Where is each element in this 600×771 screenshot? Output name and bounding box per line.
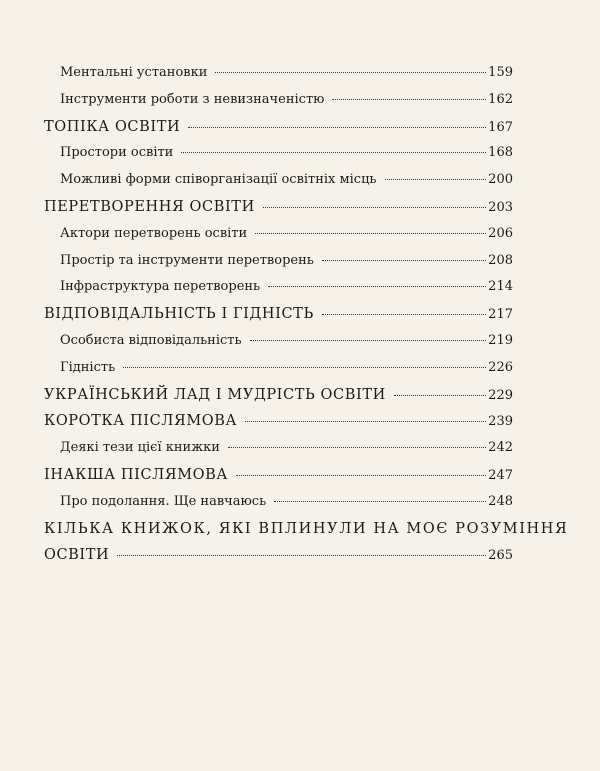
toc-chapter-title: ВІДПОВІДАЛЬНІСТЬ І ГІДНІСТЬ [44, 306, 314, 323]
toc-entry-title: Простори освіти [60, 145, 174, 161]
toc-page-number: 167 [488, 119, 513, 135]
toc-entry-title: Можливі форми співорганізації освітніх місць [60, 172, 377, 188]
toc-page-number: 226 [488, 359, 513, 375]
toc-chapter-title: КОРОТКА ПІСЛЯМОВА [44, 413, 238, 430]
toc-chapter-title: ПЕРЕТВОРЕННЯ ОСВІТИ [44, 198, 255, 215]
dot-leader [188, 127, 486, 128]
toc-entry-title: Актори перетворень освіти [60, 225, 248, 241]
toc-entry-title: Простір та інструменти перетворень [60, 252, 314, 268]
dot-leader [123, 367, 486, 368]
toc-entry[interactable] [44, 253, 513, 280]
toc-page-number: 217 [488, 307, 513, 323]
toc-chapter-line2[interactable] [44, 547, 513, 574]
toc-entry[interactable] [44, 145, 513, 172]
toc-entry-title: Деякі тези цієї книжки [60, 440, 220, 456]
toc-chapter-title: ТОПІКА ОСВІТИ [44, 118, 181, 135]
toc-chapter[interactable] [44, 413, 513, 440]
dot-leader [394, 395, 486, 396]
toc-page-number: 203 [488, 199, 513, 215]
toc-chapter-title-continued: ОСВІТИ [44, 547, 110, 564]
toc-entry[interactable] [44, 333, 513, 360]
toc-entry-title: Інфраструктура перетворень [60, 279, 261, 295]
dot-leader [332, 99, 486, 100]
dot-leader [274, 501, 486, 502]
toc-chapter[interactable] [44, 199, 513, 226]
table-of-contents [44, 65, 569, 574]
toc-chapter[interactable] [44, 467, 513, 494]
toc-page-number: 239 [488, 414, 513, 430]
dot-leader [181, 152, 486, 153]
toc-entry-title: Гідність [60, 359, 116, 375]
toc-entry[interactable] [44, 92, 513, 119]
toc-page-number: 206 [488, 225, 513, 241]
toc-page-number: 162 [488, 91, 513, 107]
toc-entry[interactable] [44, 440, 513, 467]
toc-page-number: 248 [488, 493, 513, 509]
toc-page-number: 208 [488, 252, 513, 268]
toc-page-number: 229 [488, 387, 513, 403]
toc-chapter-title: УКРАЇНСЬКИЙ ЛАД І МУДРІСТЬ ОСВІТИ [44, 386, 386, 403]
dot-leader [215, 72, 486, 73]
dot-leader [245, 421, 486, 422]
toc-page-number: 265 [488, 548, 513, 564]
toc-entry-title: Особиста відповідальність [60, 332, 242, 348]
toc-page-number: 159 [488, 65, 513, 80]
toc-chapter-line1[interactable] [44, 520, 569, 548]
dot-leader [228, 447, 486, 448]
toc-chapter-title: ІНАКША ПІСЛЯМОВА [44, 466, 228, 483]
dot-leader [322, 314, 486, 315]
toc-page-number: 242 [488, 440, 513, 456]
toc-page-number: 247 [488, 467, 513, 483]
toc-page-number: 168 [488, 145, 513, 161]
toc-entry[interactable] [44, 360, 513, 387]
toc-page-number: 219 [488, 332, 513, 348]
dot-leader [255, 233, 486, 234]
toc-page-number: 214 [488, 279, 513, 295]
dot-leader [117, 555, 486, 556]
dot-leader [385, 179, 487, 180]
toc-entry-title: Про подолання. Ще навчаюсь [60, 493, 267, 509]
dot-leader [236, 475, 486, 476]
toc-entry[interactable] [44, 226, 513, 253]
toc-page-number: 200 [488, 172, 513, 188]
toc-entry-title: Ментальні установки [60, 65, 208, 80]
dot-leader [250, 340, 487, 341]
dot-leader [322, 260, 486, 261]
toc-chapter[interactable] [44, 119, 513, 146]
toc-chapter[interactable] [44, 306, 513, 333]
toc-entry[interactable] [44, 172, 513, 199]
toc-entry[interactable] [44, 65, 513, 92]
toc-entry[interactable] [44, 279, 513, 306]
toc-chapter[interactable] [44, 387, 513, 414]
dot-leader [268, 286, 486, 287]
toc-chapter-title: КІЛЬКА КНИЖОК, ЯКІ ВПЛИНУЛИ НА МОЄ РОЗУМІННЯ [44, 520, 569, 537]
toc-entry[interactable] [44, 494, 513, 521]
dot-leader [263, 207, 486, 208]
toc-entry-title: Інструменти роботи з невизначеністю [60, 91, 325, 107]
